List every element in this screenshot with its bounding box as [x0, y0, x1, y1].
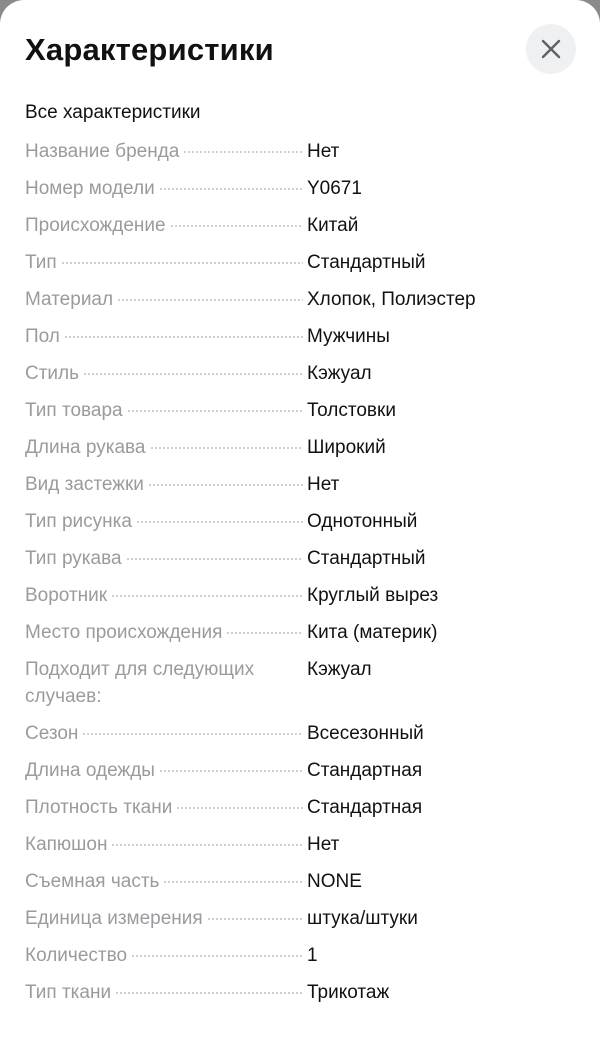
spec-value: штука/штуки: [307, 908, 418, 929]
spec-label-cell: [25, 794, 307, 821]
spec-label: Тип товара: [25, 400, 123, 421]
spec-label-cell: [25, 868, 307, 895]
spec-value: Нет: [307, 834, 340, 855]
spec-label-cell: [25, 942, 307, 969]
spec-row: [25, 508, 580, 535]
spec-value: Круглый вырез: [307, 585, 439, 606]
spec-label: Количество: [25, 945, 128, 966]
spec-value: Стандартная: [307, 797, 423, 818]
spec-label-cell: [25, 471, 307, 498]
spec-label-cell: [25, 545, 307, 572]
spec-value: Широкий: [307, 437, 386, 458]
spec-label: Тип ткани: [25, 982, 112, 1003]
spec-row: [25, 545, 580, 572]
dotted-leader: [226, 632, 303, 634]
spec-label: Вид застежки: [25, 474, 144, 495]
spec-row: [25, 979, 580, 1006]
dotted-leader: [183, 151, 303, 153]
section-heading: Все характеристики: [25, 102, 201, 123]
dotted-leader: [61, 262, 303, 264]
spec-value: Мужчины: [307, 326, 390, 347]
spec-value: Толстовки: [307, 400, 396, 421]
spec-value: Нет: [307, 474, 340, 495]
spec-label-cell: [25, 720, 307, 747]
spec-label-cell: [25, 757, 307, 784]
close-icon: [540, 38, 562, 60]
spec-value: Кэжуал: [307, 659, 372, 680]
spec-value: Всесезонный: [307, 723, 424, 744]
dotted-leader: [111, 844, 303, 846]
spec-label: Стиль: [25, 363, 80, 384]
spec-label: Материал: [25, 289, 114, 310]
spec-value: Стандартный: [307, 548, 426, 569]
spec-row: [25, 905, 580, 932]
spec-row: [25, 757, 580, 784]
spec-row: [25, 868, 580, 895]
dotted-leader: [126, 558, 303, 560]
spec-row: [25, 794, 580, 821]
spec-label-cell: [25, 175, 307, 202]
spec-label-cell: [25, 138, 307, 165]
spec-row: [25, 619, 580, 646]
spec-row: [25, 212, 580, 239]
spec-label: Длина рукава: [25, 437, 146, 458]
dotted-leader: [170, 225, 303, 227]
spec-label: Тип рисунка: [25, 511, 132, 532]
spec-label-cell: [25, 979, 307, 1006]
dotted-leader: [176, 807, 303, 809]
spec-value: Кэжуал: [307, 363, 372, 384]
spec-label-cell: [25, 905, 307, 932]
spec-value: Нет: [307, 141, 340, 162]
spec-value: Однотонный: [307, 511, 418, 532]
spec-label: Единица измерения: [25, 908, 203, 929]
spec-row: [25, 249, 580, 276]
dotted-leader: [115, 992, 303, 994]
spec-label: Происхождение: [25, 215, 166, 236]
spec-value: Кита (материк): [307, 622, 438, 643]
spec-value: Y0671: [307, 178, 362, 199]
spec-label-cell: [25, 508, 307, 535]
dotted-leader: [163, 881, 303, 883]
spec-label: Тип: [25, 252, 57, 273]
dotted-leader: [82, 733, 303, 735]
dotted-leader: [131, 955, 303, 957]
dotted-leader: [159, 770, 303, 772]
spec-value: Стандартная: [307, 760, 423, 781]
dotted-leader: [127, 410, 303, 412]
spec-label: Капюшон: [25, 834, 108, 855]
spec-value: NONE: [307, 871, 362, 892]
spec-value: Трикотаж: [307, 982, 390, 1003]
spec-label: Сезон: [25, 723, 79, 744]
dotted-leader: [117, 299, 303, 301]
spec-label: Воротник: [25, 585, 108, 606]
dotted-leader: [150, 447, 303, 449]
dotted-leader: [111, 595, 303, 597]
spec-label-cell: [25, 656, 307, 710]
spec-row: [25, 656, 580, 710]
dotted-leader: [64, 336, 303, 338]
spec-label-cell: [25, 434, 307, 461]
spec-label-cell: [25, 286, 307, 313]
spec-label-cell: [25, 323, 307, 350]
spec-list: [25, 138, 580, 1016]
dotted-leader: [207, 918, 303, 920]
spec-label-cell: [25, 360, 307, 387]
dotted-leader: [83, 373, 303, 375]
spec-label: Тип рукава: [25, 548, 122, 569]
spec-value: Китай: [307, 215, 359, 236]
spec-label-cell: [25, 249, 307, 276]
spec-row: [25, 323, 580, 350]
dotted-leader: [136, 521, 303, 523]
dotted-leader: [148, 484, 303, 486]
spec-row: [25, 286, 580, 313]
spec-label: Съемная часть: [25, 871, 160, 892]
spec-value: Стандартный: [307, 252, 426, 273]
spec-label: Пол: [25, 326, 60, 347]
spec-label-cell: [25, 582, 307, 609]
spec-label: Название бренда: [25, 141, 180, 162]
spec-row: [25, 582, 580, 609]
spec-value: Хлопок, Полиэстер: [307, 289, 476, 310]
spec-row: [25, 942, 580, 969]
spec-label: Место происхождения: [25, 622, 223, 643]
spec-label: Плотность ткани: [25, 797, 173, 818]
spec-row: [25, 397, 580, 424]
spec-label: Номер модели: [25, 178, 155, 199]
spec-label: Подходит для следующих случаев:: [25, 659, 255, 707]
spec-value: 1: [307, 945, 318, 966]
spec-label-cell: [25, 619, 307, 646]
spec-row: [25, 175, 580, 202]
close-button[interactable]: [526, 24, 576, 74]
spec-label-cell: [25, 397, 307, 424]
spec-row: [25, 434, 580, 461]
spec-label-cell: [25, 212, 307, 239]
spec-label: Длина одежды: [25, 760, 155, 781]
spec-row: [25, 831, 580, 858]
spec-row: [25, 720, 580, 747]
sheet-title: Характеристики: [25, 32, 274, 67]
spec-row: [25, 471, 580, 498]
spec-label-cell: [25, 831, 307, 858]
spec-row: [25, 138, 580, 165]
dotted-leader: [159, 188, 303, 190]
spec-row: [25, 360, 580, 387]
